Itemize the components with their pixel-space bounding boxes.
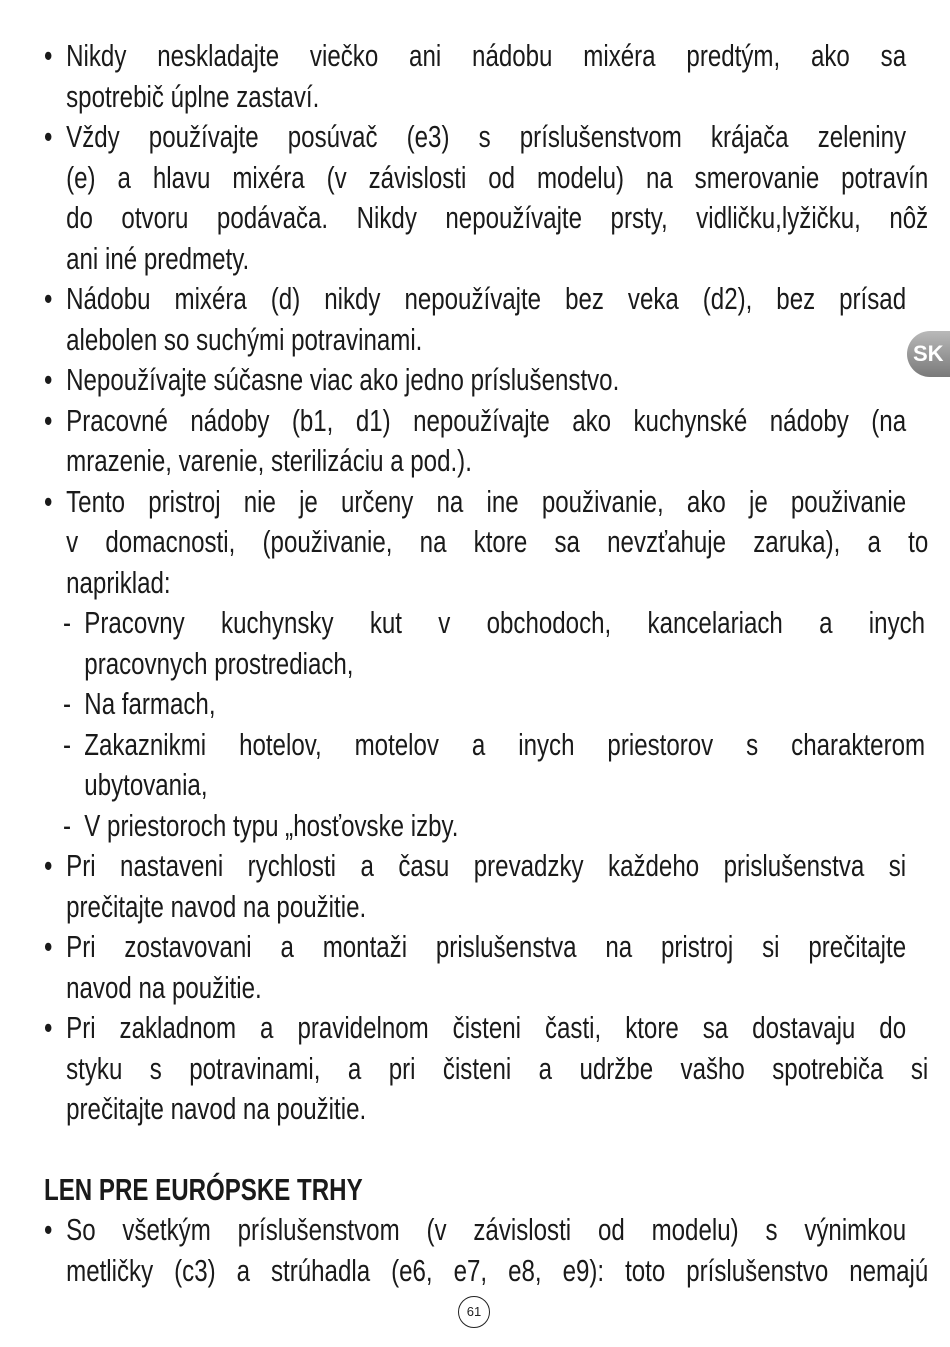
text-line: Tento pristroj nie je určeny na ine použivanie, ako je použivanie <box>66 484 907 519</box>
bullet-line <box>44 927 906 968</box>
bullet-marker: • <box>44 282 53 316</box>
continuation-line: navod na použitie. <box>66 970 262 1005</box>
bullet-marker: • <box>44 484 53 519</box>
continuation-line: (e) a hlavu mixéra (v závislosti od modelu) na smerovanie potravín <box>66 160 929 195</box>
bullet-marker: • <box>44 403 53 438</box>
bullet-marker: • <box>44 930 53 964</box>
text-line: So všetkým príslušenstvom (v závislosti od modelu) s výnimkou <box>66 1213 907 1247</box>
text-line: Vždy používajte posúvač (e3) s príslušenstvom krájača zeleniny <box>66 120 907 154</box>
text-line: Nepoužívajte súčasne viac ako jedno príslušenstvo. <box>66 363 620 397</box>
bullet-line <box>44 846 906 887</box>
bullet-line <box>44 117 906 158</box>
dash-line <box>44 806 925 847</box>
continuation-line: prečitajte navod na použitie. <box>66 889 367 924</box>
text-line: Pri zostavovani a montaži prislušenstva na pristroj si prečitajte <box>66 930 907 964</box>
dash-marker: - <box>62 727 71 762</box>
bullet-line <box>44 1008 906 1049</box>
text-line: Nádobu mixéra (d) nikdy nepoužívajte bez veka (d2), bez prísad <box>66 282 907 316</box>
text-line: Na farmach, <box>84 687 216 721</box>
language-tab-sk: SK <box>907 331 950 377</box>
bullet-line <box>44 1210 906 1251</box>
bullet-line <box>44 36 906 77</box>
continuation-line: alebolen so suchými potravinami. <box>66 322 423 357</box>
section-gap <box>44 1130 906 1170</box>
bullet-marker: • <box>44 120 53 154</box>
document-page <box>44 36 929 1291</box>
dash-line <box>44 684 925 725</box>
continuation-line: ubytovania, <box>84 768 208 802</box>
bullet-marker: • <box>44 1213 53 1247</box>
dash-marker: - <box>62 687 71 721</box>
bullet-line <box>44 482 906 523</box>
continuation-line: pracovnych prostrediach, <box>84 646 354 681</box>
dash-marker: - <box>62 808 71 843</box>
dash-line <box>44 725 925 766</box>
bullet-marker: • <box>44 849 53 883</box>
continuation-line: ani iné predmety. <box>66 241 250 276</box>
continuation-line: spotrebič úplne zastaví. <box>66 79 320 114</box>
continuation-line: v domacnosti, (použivanie, na ktore sa nevzťahuje zaruka), a to <box>66 525 929 559</box>
bullet-line <box>44 401 906 442</box>
text-line: Pri nastaveni rychlosti a času prevadzky každeho prislušenstva si <box>66 849 907 883</box>
dash-marker: - <box>62 606 71 640</box>
bullet-marker: • <box>44 39 53 73</box>
bullet-marker: • <box>44 1011 53 1045</box>
text-line: Pri zakladnom a pravidelnom čisteni časti, ktore sa dostavaju do <box>66 1011 907 1045</box>
text-line: Nikdy neskladajte viečko ani nádobu mixéra predtým, ako sa <box>66 39 907 73</box>
bullet-marker: • <box>44 363 53 397</box>
dash-line <box>44 603 925 644</box>
page-number: 61 <box>458 1296 490 1328</box>
continuation-line: prečitajte navod na použitie. <box>66 1092 367 1126</box>
text-line: Pracovné nádoby (b1, d1) nepoužívajte ako kuchynské nádoby (na <box>66 403 907 438</box>
continuation-line: mrazenie, varenie, sterilizáciu a pod.). <box>66 444 472 478</box>
continuation-line: metličky (c3) a strúhadla (e6, e7, e8, e9): toto príslušenstvo nemajú <box>66 1253 929 1288</box>
continuation-line: styku s potravinami, a pri čisteni a udržbe vašho spotrebiča si <box>66 1051 929 1086</box>
text-line: V priestoroch typu „hosťovske izby. <box>84 808 459 843</box>
text-line: Pracovny kuchynsky kut v obchodoch, kancelariach a inych <box>84 606 926 640</box>
section-heading: LEN PRE EURÓPSKE TRHY <box>44 1172 363 1207</box>
continuation-line: napriklad: <box>66 565 171 600</box>
bullet-line <box>44 279 906 320</box>
text-line: Zakaznikmi hotelov, motelov a inych priestorov s charakterom <box>84 727 926 762</box>
continuation-line: do otvoru podávača. Nikdy nepoužívajte prsty, vidličku,lyžičku, nôž <box>66 201 929 235</box>
bullet-line <box>44 360 906 401</box>
